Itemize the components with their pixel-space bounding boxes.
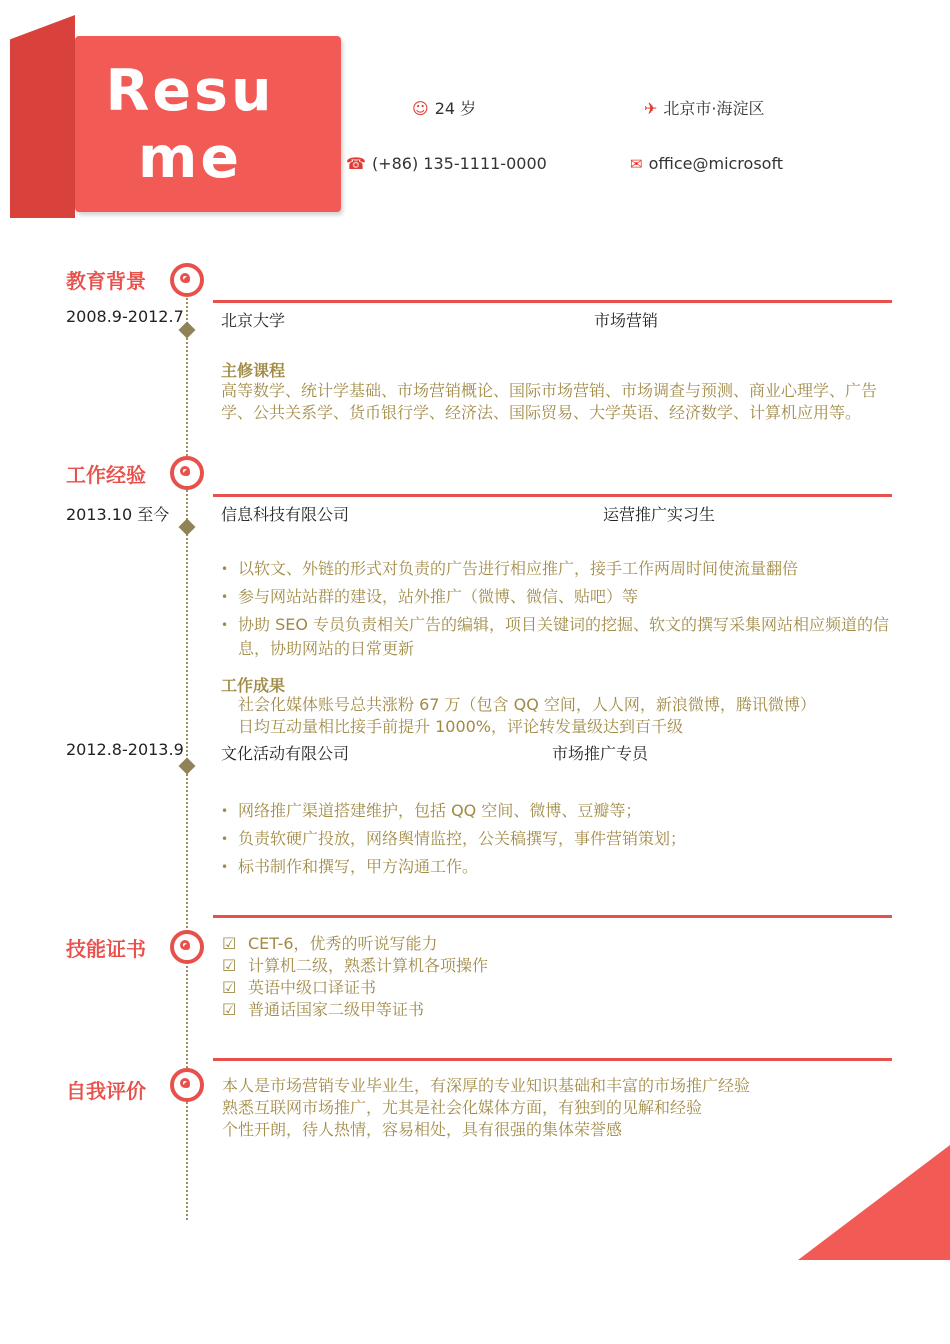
checkbox-icon: ☑ — [222, 1000, 237, 1019]
self-heading: 自我评价 — [66, 1079, 146, 1103]
bullet-icon: • — [221, 590, 229, 604]
list-item: ☑ CET-6，优秀的听说写能力 — [222, 934, 438, 953]
courses-label: 主修课程 — [221, 361, 286, 380]
courses-text: 高等数学、统计学基础、市场营销概论、国际市场营销、市场调查与预测、商业心理学、广告学、公共关系学、货币银行学、经济法、国际贸易、大学英语、经济数学、计算机应用等。 — [221, 381, 878, 422]
phone-icon: ☎ — [346, 154, 366, 173]
list-item: • 标书制作和撰写，甲方沟通工作。 — [221, 855, 891, 879]
education-date: 2008.9-2012.7 — [66, 307, 184, 326]
list-item: • 参与网站站群的建设，站外推广（微博、微信、贴吧）等 — [221, 585, 891, 609]
self-line: 个性开朗，待人热情，容易相处，具有很强的集体荣誉感 — [222, 1120, 623, 1139]
job-role: 市场推广专员 — [552, 744, 649, 763]
section-rule — [213, 915, 892, 918]
email-info — [630, 154, 783, 173]
result-line: 社会化媒体账号总共涨粉 67 万（包含 QQ 空间，人人网，新浪微博，腾讯微博） — [238, 695, 816, 714]
job-role: 运营推广实习生 — [603, 505, 716, 524]
list-item: ☑ 计算机二级，熟悉计算机各项操作 — [222, 956, 489, 975]
section-rule — [213, 300, 892, 303]
age-info — [412, 96, 476, 119]
results-label: 工作成果 — [221, 676, 286, 695]
age-value: 24 岁 — [434, 99, 477, 118]
banner-fold — [10, 15, 75, 218]
location-value: 北京市·海淀区 — [663, 99, 765, 118]
corner-decoration — [798, 1145, 950, 1260]
plane-icon: ✈ — [644, 99, 658, 118]
target-icon — [170, 456, 204, 490]
bullet-icon: • — [221, 860, 229, 874]
checkbox-icon: ☑ — [222, 978, 237, 997]
diamond-marker — [179, 519, 196, 536]
self-line: 熟悉互联网市场推广，尤其是社会化媒体方面，有独到的见解和经验 — [222, 1098, 703, 1117]
work-heading: 工作经验 — [66, 463, 146, 487]
envelope-icon: ✉ — [630, 155, 643, 173]
job-date: 2012.8-2013.9 — [66, 740, 184, 759]
list-item: • 负责软硬广投放，网络舆情监控，公关稿撰写，事件营销策划； — [221, 827, 891, 851]
bullet-icon: • — [221, 562, 229, 576]
checkbox-icon: ☑ — [222, 956, 237, 975]
checkbox-icon: ☑ — [222, 934, 237, 953]
result-line: 日均互动量相比接手前提升 1000%，评论转发量级达到百千级 — [238, 717, 684, 736]
bullet-icon: • — [221, 832, 229, 846]
bullet-icon: • — [221, 618, 229, 632]
smiley-icon: ☺ — [412, 99, 429, 118]
list-item: ☑ 普通话国家二级甲等证书 — [222, 1000, 425, 1019]
phone-value: (+86) 135-1111-0000 — [371, 154, 547, 173]
target-icon — [170, 1068, 204, 1102]
bullet-icon: • — [221, 804, 229, 818]
list-item: • 协助 SEO 专员负责相关广告的编辑，项目关键词的挖掘、软文的撰写采集网站相应频道的信息，协助网站的日常更新 — [221, 615, 890, 658]
company-name: 文化活动有限公司 — [221, 744, 350, 763]
target-icon — [170, 930, 204, 964]
section-rule — [213, 494, 892, 497]
section-rule — [213, 1058, 892, 1061]
resume-title: Resume — [105, 58, 275, 191]
major-name: 市场营销 — [594, 311, 659, 330]
phone-info — [346, 154, 547, 173]
company-name: 信息科技有限公司 — [221, 505, 350, 524]
list-item: • 以软文、外链的形式对负责的广告进行相应推广，接手工作两周时间使流量翻倍 — [221, 557, 891, 581]
list-item: • 网络推广渠道搭建维护，包括 QQ 空间、微博、豆瓣等； — [221, 799, 891, 823]
diamond-marker — [179, 758, 196, 775]
skills-heading: 技能证书 — [66, 937, 146, 961]
job-date: 2013.10 至今 — [66, 505, 170, 524]
email-value: office@microsoft — [648, 154, 784, 173]
list-item: ☑ 英语中级口译证书 — [222, 978, 377, 997]
location-info — [644, 96, 765, 119]
target-icon — [170, 263, 204, 297]
self-line: 本人是市场营销专业毕业生，有深厚的专业知识基础和丰富的市场推广经验 — [222, 1076, 751, 1095]
education-heading: 教育背景 — [66, 269, 146, 293]
school-name: 北京大学 — [221, 311, 286, 330]
